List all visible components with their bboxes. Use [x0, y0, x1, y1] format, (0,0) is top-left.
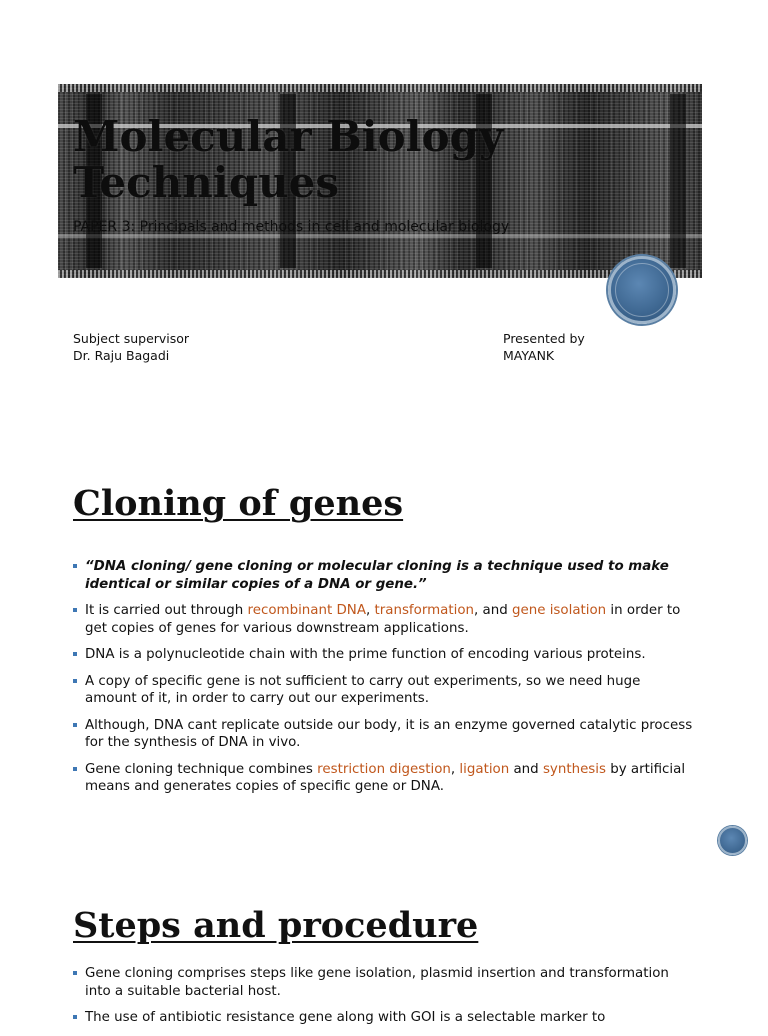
square-bullet-icon: [73, 723, 77, 727]
bullet-text: ,: [450, 761, 460, 777]
presenter-credit: [503, 330, 585, 364]
bullet-text: by artificial means and generates copies of specific gene or DNA.: [85, 761, 686, 794]
circle-badge-icon: [608, 256, 676, 324]
square-bullet-icon: [73, 1015, 77, 1019]
highlighted-term: synthesis: [542, 761, 606, 777]
bullet-item: [73, 646, 693, 664]
presentation-subtitle: PAPER 3: Principals and methods in cell and molecular biology: [73, 219, 510, 235]
bullet-text: Gene cloning technique combines: [85, 761, 318, 777]
cloning-heading: Cloning of genes: [73, 483, 404, 524]
title-slide: [0, 0, 768, 400]
bullet-text: A copy of specific gene is not sufficient to carry out experiments, so we need huge amount of it, in order to carry out our experiments.: [85, 673, 641, 706]
bullet-text: It is carried out through: [85, 603, 248, 618]
bullet-item: [73, 717, 693, 752]
bullet-item: [73, 558, 693, 593]
square-bullet-icon: [73, 608, 77, 612]
bullet-text: in order to get copies of genes for various downstream applications.: [85, 603, 681, 636]
highlighted-term: restriction digestion: [317, 761, 451, 777]
bullet-text: Gene cloning comprises steps like gene isolation, plasmid insertion and transformation into a suitable bacterial host.: [85, 966, 669, 999]
highlighted-term: ligation: [459, 761, 510, 777]
supervisor-credit: [73, 330, 189, 364]
bullet-text: The use of antibiotic resistance gene along with GOI is a selectable marker to: [85, 1010, 606, 1025]
square-bullet-icon: [73, 564, 77, 568]
bullet-item: [73, 673, 693, 708]
bullet-item: [73, 602, 693, 637]
highlighted-term: gene isolation: [511, 603, 607, 618]
steps-heading: Steps and procedure: [73, 905, 479, 946]
bullet-item: [73, 965, 693, 1000]
bullet-text: DNA is a polynucleotide chain with the prime function of encoding various proteins.: [85, 647, 646, 662]
highlighted-term: transformation: [374, 603, 475, 618]
bullet-item: [73, 761, 693, 796]
steps-bullet-list: [73, 965, 693, 1036]
highlighted-term: recombinant DNA: [247, 603, 366, 618]
presenter-label: Presented by: [503, 331, 585, 346]
circle-nav-icon[interactable]: [718, 826, 747, 855]
bullet-text: “DNA cloning/ gene cloning or molecular cloning is a technique used to make identical or similar copies of a DNA or gene.”: [85, 559, 669, 592]
bullet-text: , and: [474, 603, 512, 618]
supervisor-name: Dr. Raju Bagadi: [73, 348, 170, 363]
bullet-text: ,: [365, 603, 375, 618]
presenter-name: MAYANK: [503, 348, 555, 363]
cloning-bullet-list: [73, 558, 693, 805]
bullet-text: and: [509, 761, 543, 777]
square-bullet-icon: [73, 679, 77, 683]
square-bullet-icon: [73, 767, 77, 771]
supervisor-label: Subject supervisor: [73, 331, 190, 346]
square-bullet-icon: [73, 652, 77, 656]
square-bullet-icon: [73, 971, 77, 975]
bullet-text: Although, DNA cant replicate outside our body, it is an enzyme governed catalytic process for the synthesis of DNA in vivo.: [85, 717, 693, 750]
presentation-title: Molecular Biology Techniques: [73, 112, 504, 207]
